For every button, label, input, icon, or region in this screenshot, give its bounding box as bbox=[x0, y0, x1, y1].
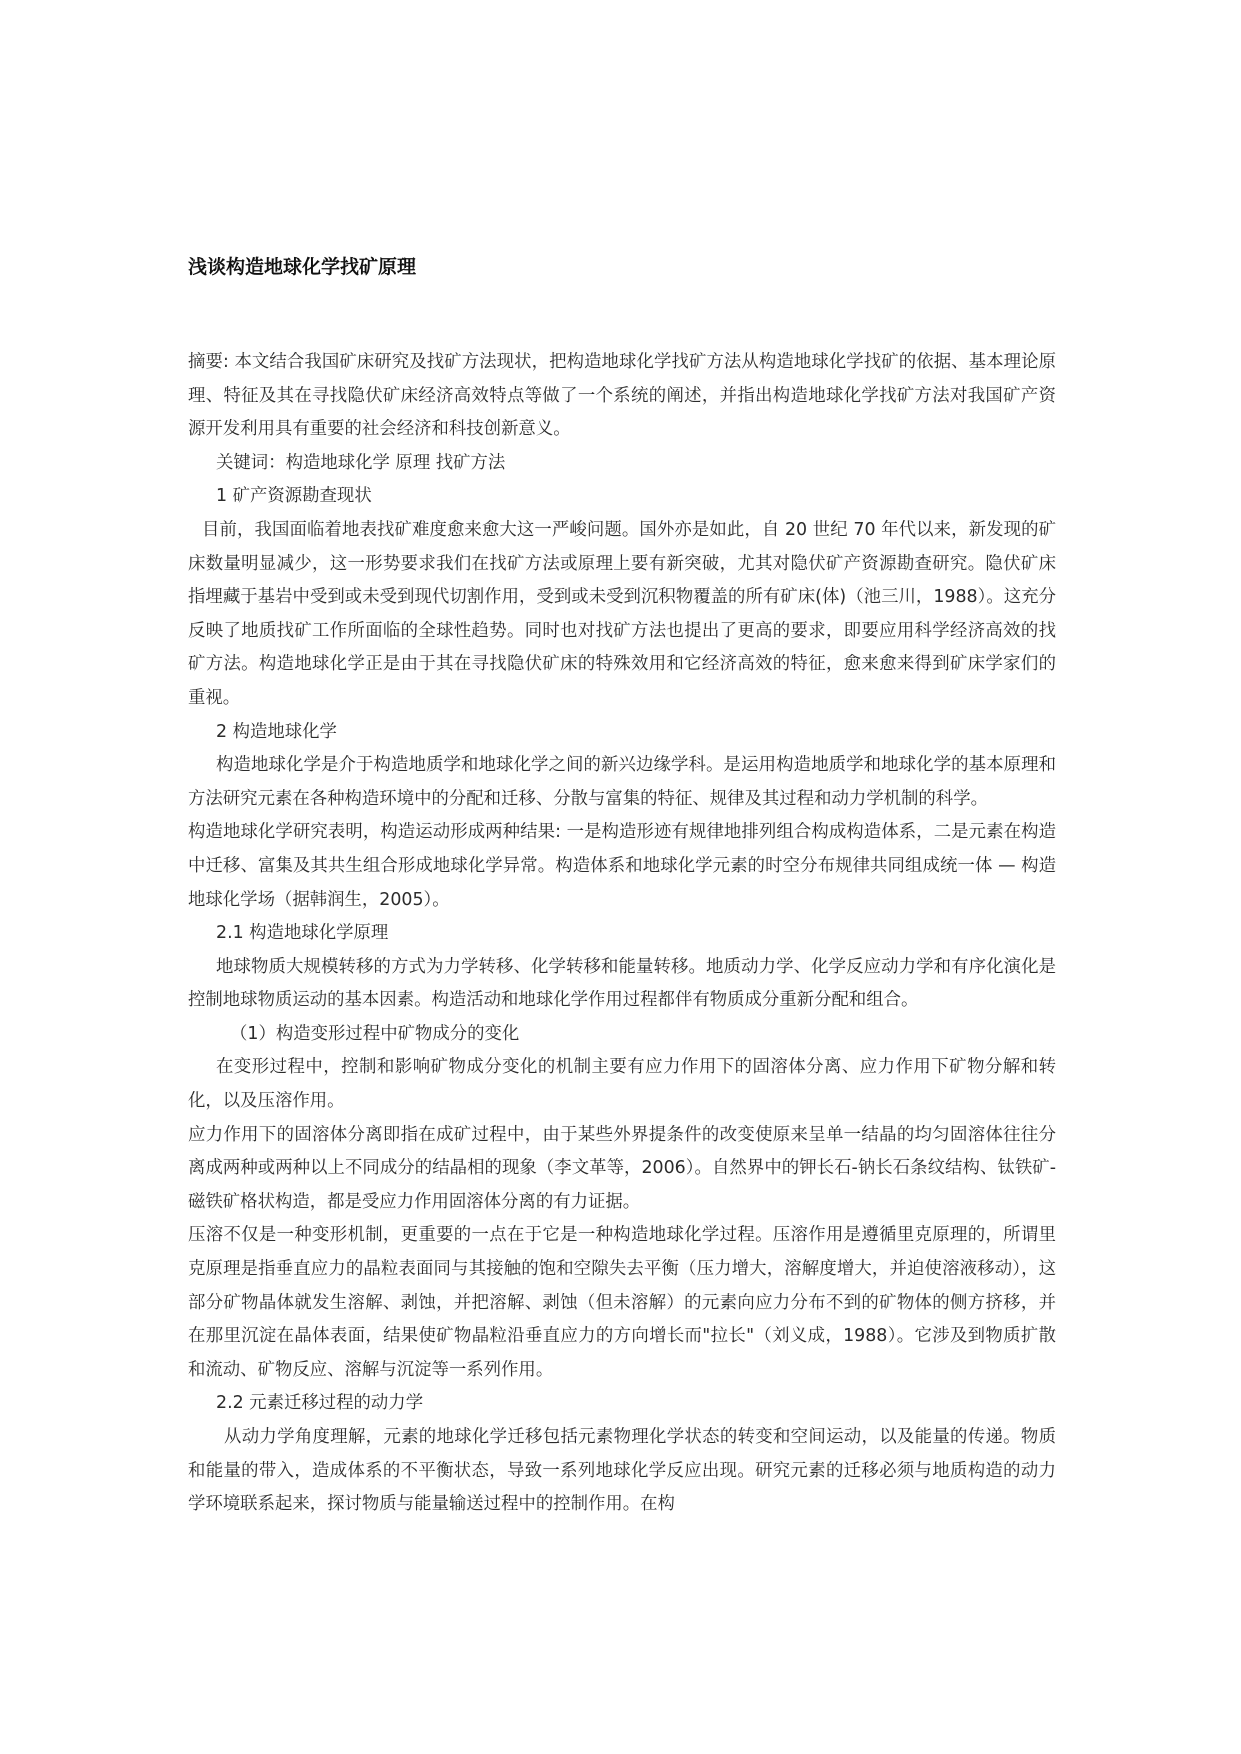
subsection-1-paragraph-3: 压溶不仅是一种变形机制，更重要的一点在于它是一种构造地球化学过程。压溶作用是遵循里克原理的，所谓里克原理是指垂直应力的晶粒表面同与其接触的饱和空隙失去平衡（压力增大，溶解度增大，并迫使溶液移动），这部分矿物晶体就发生溶解、剥蚀，并把溶解、剥蚀（但未溶解）的元素向应力分布不到的矿物体的侧方挤移，并在那里沉淀在晶体表面，结果使矿物晶粒沿垂直应力的方向增长而"拉长"（刘义成，1988）。它涉及到物质扩散和流动、矿物反应、溶解与沉淀等一系列作用。 bbox=[188, 1225, 1056, 1380]
section-2-paragraph-1: 构造地球化学是介于构造地质学和地球化学之间的新兴边缘学科。是运用构造地质学和地球化学的基本原理和方法研究元素在各种构造环境中的分配和迁移、分散与富集的特征、规律及其过程和动力学机制的科学。 bbox=[188, 755, 1056, 809]
subsection-1-heading: （1）构造变形过程中矿物成分的变化 bbox=[230, 1023, 520, 1044]
keywords-line: 关键词：构造地球化学 原理 找矿方法 bbox=[216, 452, 506, 473]
section-2-2-paragraph: 从动力学角度理解，元素的地球化学迁移包括元素物理化学状态的转变和空间运动，以及能量的传递。物质和能量的带入，造成体系的不平衡状态，导致一系列地球化学反应出现。研究元素的迁移必须与地质构造的动力学环境联系起来，探讨物质与能量输送过程中的控制作用。在构 bbox=[188, 1427, 1056, 1515]
section-2-2-heading: 2.2 元素迁移过程的动力学 bbox=[216, 1393, 424, 1414]
document-title: 浅谈构造地球化学找矿原理 bbox=[188, 256, 417, 278]
section-2-heading: 2 构造地球化学 bbox=[216, 721, 337, 742]
section-2-1-paragraph: 地球物质大规模转移的方式为力学转移、化学转移和能量转移。地质动力学、化学反应动力学和有序化演化是控制地球物质运动的基本因素。构造活动和地球化学作用过程都伴有物质成分重新分配和组合。 bbox=[188, 956, 1056, 1011]
abstract-paragraph: 摘要: 本文结合我国矿床研究及找矿方法现状，把构造地球化学找矿方法从构造地球化学找矿的依据、基本理论原理、特征及其在寻找隐伏矿床经济高效特点等做了一个系统的阐述，并指出构造地球化学找矿方法对我国矿产资源开发利用具有重要的社会经济和科技创新意义。 bbox=[188, 352, 1056, 440]
section-1-heading: 1 矿产资源勘查现状 bbox=[216, 486, 372, 507]
subsection-1-paragraph-2: 应力作用下的固溶体分离即指在成矿过程中，由于某些外界提条件的改变使原来呈单一结晶的均匀固溶体往往分离成两种或两种以上不同成分的结晶相的现象（李文革等，2006）。自然界中的钾长石-钠长石条纹结构、钛铁矿-磁铁矿格状构造，都是受应力作用固溶体分离的有力证据。 bbox=[188, 1124, 1056, 1212]
subsection-1-paragraph-1: 在变形过程中，控制和影响矿物成分变化的机制主要有应力作用下的固溶体分离、应力作用下矿物分解和转化，以及压溶作用。 bbox=[188, 1057, 1056, 1112]
document-page bbox=[188, 252, 1056, 1522]
section-1-paragraph: 目前，我国面临着地表找矿难度愈来愈大这一严峻问题。国外亦是如此，自 20 世纪 70 年代以来，新发现的矿床数量明显减少，这一形势要求我们在找矿方法或原理上要有新突破，尤其对隐伏矿产资源勘查研究。隐伏矿床指埋藏于基岩中受到或未受到现代切割作用，受到或未受到沉积物覆盖的所有矿床(体)（池三川，1988）。这充分反映了地质找矿工作所面临的全球性趋势。同时也对找矿方法也提出了更高的要求，即要应用科学经济高效的找矿方法。构造地球化学正是由于其在寻找隐伏矿床的特殊效用和它经济高效的特征，愈来愈来得到矿床学家们的重视。 bbox=[188, 519, 1056, 708]
section-2-1-heading: 2.1 构造地球化学原理 bbox=[216, 923, 389, 944]
section-2-paragraph-2: 构造地球化学研究表明，构造运动形成两种结果: 一是构造形迹有规律地排列组合构成构造体系，二是元素在构造中迁移、富集及其共生组合形成地球化学异常。构造体系和地球化学元素的时空分布规律共同组成统一体 — 构造地球化学场（据韩润生，2005）。 bbox=[188, 822, 1056, 910]
